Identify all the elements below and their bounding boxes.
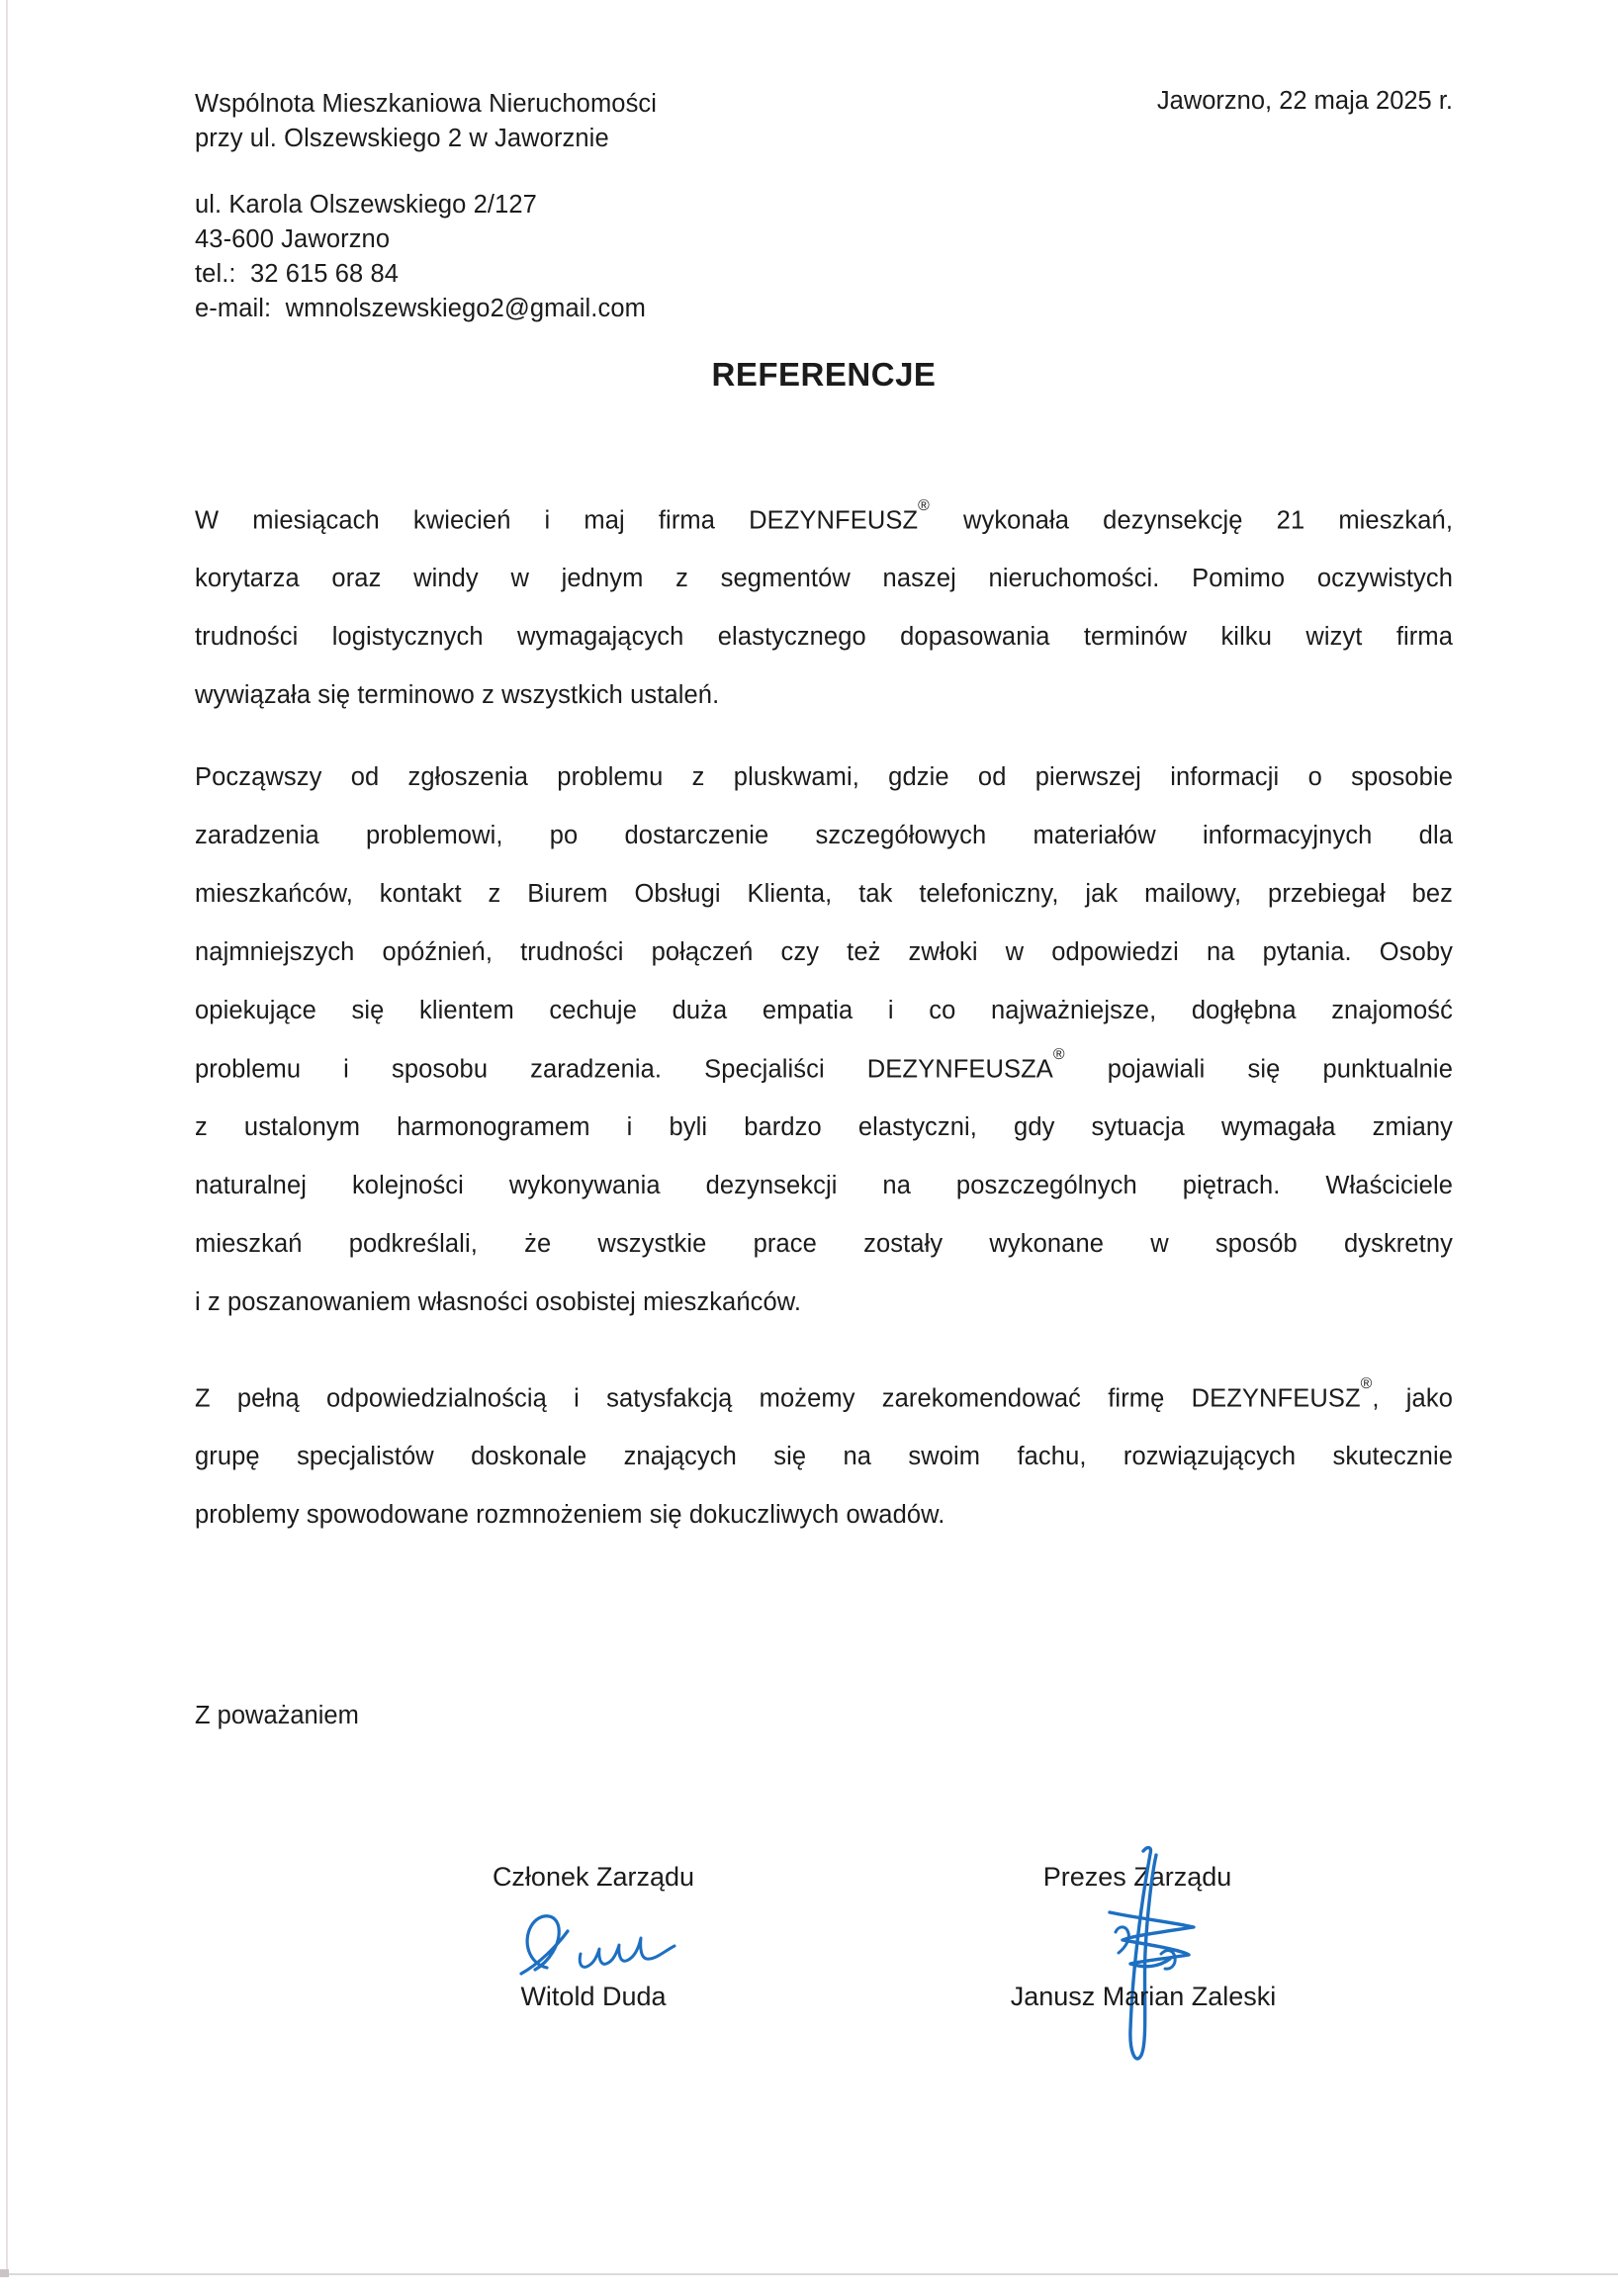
signature-role-right: Prezes Zarządu xyxy=(1042,1862,1232,1892)
body-line: trudności logistycznych wymagających elastycznego dopasowania terminów kilku wizyt firma xyxy=(195,623,1453,651)
body-line: Począwszy od zgłoszenia problemu z pluskwami, gdzie od pierwszej informacji o sposobie xyxy=(195,763,1453,791)
body-line: z ustalonym harmonogramem i byli bardzo elastyczni, gdy sytuacja wymagała zmiany xyxy=(195,1113,1453,1141)
document-title: REFERENCJE xyxy=(711,356,937,393)
org-city: 43-600 Jaworzno xyxy=(195,225,391,253)
body-line: najmniejszych opóźnień, trudności połączeń czy też zwłoki w odpowiedzi na pytania. Osoby xyxy=(195,938,1453,966)
body-line: korytarza oraz windy w jednym z segmentów naszej nieruchomości. Pomimo oczywistych xyxy=(195,565,1453,592)
org-street: ul. Karola Olszewskiego 2/127 xyxy=(195,191,537,219)
signature-name-right: Janusz Marian Zaleski xyxy=(1010,1982,1277,2011)
body-line: i z poszanowaniem własności osobistej mieszkańców. xyxy=(195,1288,802,1316)
body-line: mieszkań podkreślali, że wszystkie prace zostały wykonane w sposób dyskretny xyxy=(195,1230,1453,1258)
signature-name-left: Witold Duda xyxy=(520,1982,667,2011)
body-line: wywiązała się terminowo z wszystkich ustaleń. xyxy=(195,681,720,709)
closing-phrase: Z poważaniem xyxy=(195,1702,359,1729)
body-line: problemu i sposobu zaradzenia. Specjaliści DEZYNFEUSZA® pojawiali się punktualnie xyxy=(195,1046,1453,1084)
scan-edge-bottom-line xyxy=(0,2273,1618,2275)
body-line: W miesiącach kwiecień i maj firma DEZYNFEUSZ® wykonała dezynsekcję 21 mieszkań, xyxy=(195,497,1454,535)
paragraph-1 xyxy=(195,497,1454,740)
body-line: problemy spowodowane rozmnożeniem się dokuczliwych owadów. xyxy=(195,1501,945,1529)
body-line: zaradzenia problemowi, po dostarczenie szczegółowych materiałów informacyjnych dla xyxy=(195,822,1453,849)
org-email: e-mail: wmnolszewskiego2@gmail.com xyxy=(195,295,646,322)
scan-edge-left-line xyxy=(6,0,8,2274)
body-line: opiekujące się klientem cechuje duża empatia i co najważniejsze, dogłębna znajomość xyxy=(195,997,1453,1024)
handwritten-signature-janusz-zaleski xyxy=(1102,1843,1205,2065)
paragraph-3 xyxy=(195,1375,1453,1559)
body-line: naturalnej kolejności wykonywania dezynsekcji na poszczególnych piętrach. Właściciele xyxy=(195,1172,1453,1199)
body-line: Z pełną odpowiedzialnością i satysfakcją możemy zarekomendować firmę DEZYNFEUSZ®, jako xyxy=(195,1375,1453,1413)
org-name-line2: przy ul. Olszewskiego 2 w Jaworznie xyxy=(195,125,609,152)
document-date: Jaworzno, 22 maja 2025 r. xyxy=(1156,87,1453,115)
handwritten-signature-witold-duda xyxy=(517,1908,687,1978)
body-line: grupę specjalistów doskonale znających się na swoim fachu, rozwiązujących skutecznie xyxy=(195,1443,1453,1470)
body-line: mieszkańców, kontakt z Biurem Obsługi Klienta, tak telefoniczny, jak mailowy, przebiegał bez xyxy=(195,880,1453,908)
paragraph-2 xyxy=(195,763,1453,1347)
org-phone: tel.: 32 615 68 84 xyxy=(195,260,400,288)
scan-edge-corner-tick xyxy=(0,2269,9,2277)
org-name-line1: Wspólnota Mieszkaniowa Nieruchomości xyxy=(195,90,658,118)
signature-role-left: Członek Zarządu xyxy=(492,1862,695,1892)
